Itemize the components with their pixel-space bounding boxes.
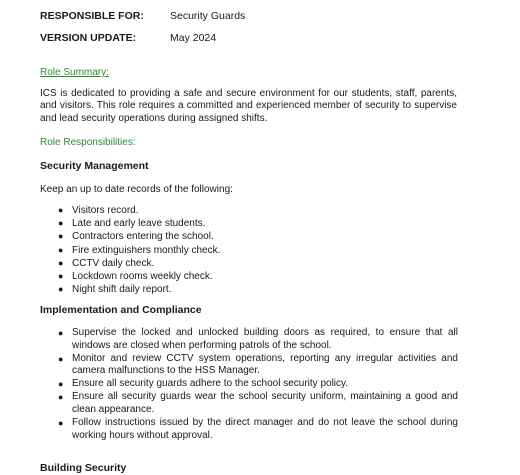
responsible-label: RESPONSIBLE FOR: xyxy=(40,10,144,22)
bullet-icon: ● xyxy=(58,284,64,295)
bullet-icon: ● xyxy=(58,231,64,242)
list-item: ● Lockdown rooms weekly check. xyxy=(58,271,213,283)
list-item: ● Late and early leave students. xyxy=(58,218,206,230)
list-item: ● Visitors record. xyxy=(58,205,139,216)
bullet-icon: ● xyxy=(58,392,64,403)
list-item: ● Night shift daily report. xyxy=(58,284,172,296)
bullet-icon: ● xyxy=(58,218,64,229)
implementation-heading: Implementation and Compliance xyxy=(40,304,202,316)
security-management-intro: Keep an up to date records of the following: xyxy=(40,184,233,195)
list-item: ● Ensure all security guards wear the school security uniform, maintaining a good and clean appearance. xyxy=(58,391,458,416)
version-label: VERSION UPDATE: xyxy=(40,32,137,44)
bullet-icon: ● xyxy=(58,271,64,282)
bullet-icon: ● xyxy=(58,244,64,255)
list-item: ● Follow instructions issued by the direct manager and do not leave the school during working hours without approval. xyxy=(58,417,458,441)
role-summary-text: ICS is dedicated to providing a safe and secure environment for our students, staff, parents, and visitors. This role requires a committed and experienced member of security to supervise and lead security operations during assigned shifts. xyxy=(40,88,457,124)
role-summary-heading: Role Summary: xyxy=(40,67,109,78)
bullet-icon: ● xyxy=(58,205,64,215)
list-item: ● Supervise the locked and unlocked building doors as required, to ensure that all windows are closed when performing patrols of the school. xyxy=(58,327,458,351)
bullet-icon: ● xyxy=(58,418,64,429)
list-item: ● Monitor and review CCTV system operations, reporting any irregular activities and camera malfunctions to the HSS Manager. xyxy=(58,352,458,377)
security-management-heading: Security Management xyxy=(40,160,149,172)
version-value: May 2024 xyxy=(170,32,217,44)
list-item: ● Fire extinguishers monthly check. xyxy=(58,244,221,256)
bullet-icon: ● xyxy=(58,257,64,268)
responsible-value: Security Guards xyxy=(170,10,246,22)
building-security-heading: Building Security xyxy=(40,462,127,474)
list-item: ● Contractors entering the school. xyxy=(58,231,214,243)
security-management-list xyxy=(58,204,220,296)
bullet-icon: ● xyxy=(58,379,64,390)
implementation-list xyxy=(58,327,458,443)
role-responsibilities-heading: Role Responsibilities: xyxy=(40,137,136,148)
bullet-icon: ● xyxy=(58,328,64,338)
bullet-icon: ● xyxy=(58,353,64,364)
list-item: ● Ensure all security guards adhere to the school security policy. xyxy=(58,378,349,390)
list-item: ● CCTV daily check. xyxy=(58,257,155,269)
